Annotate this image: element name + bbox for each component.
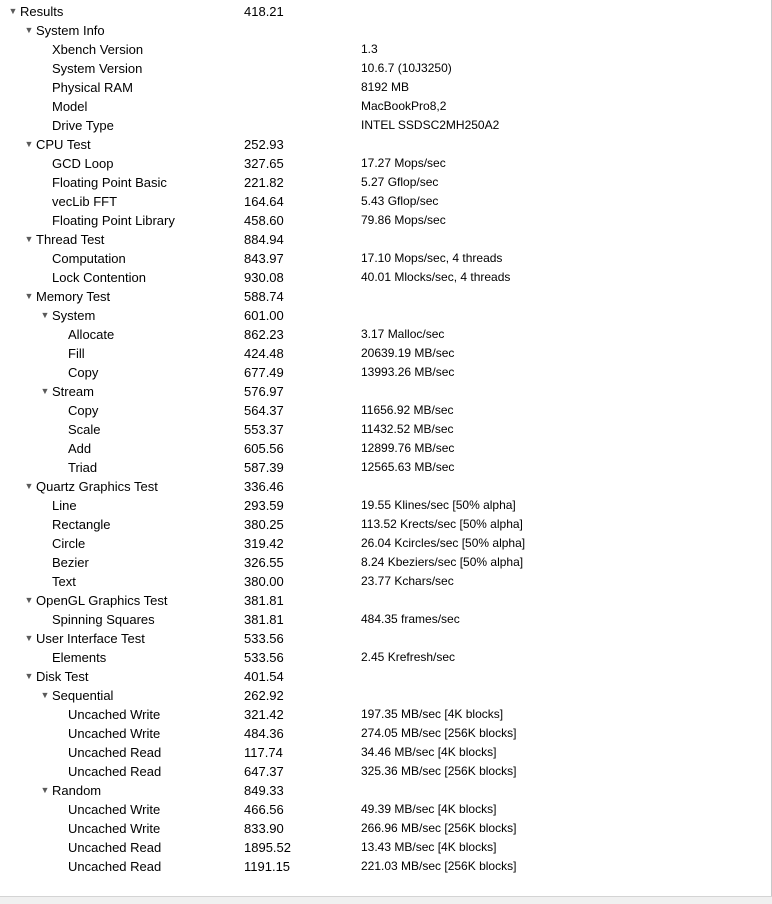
outline-row[interactable] (0, 667, 770, 686)
row-detail: 266.96 MB/sec [256K blocks] (361, 821, 517, 835)
disclosure-triangle-expanded-icon[interactable]: ▼ (24, 25, 34, 35)
row-score: 164.64 (244, 194, 284, 209)
disclosure-triangle-expanded-icon[interactable]: ▼ (24, 671, 34, 681)
row-score: 884.94 (244, 232, 284, 247)
row-label: Uncached Write (68, 802, 161, 817)
row-score: 381.81 (244, 593, 284, 608)
row-score: 605.56 (244, 441, 284, 456)
disclosure-triangle-expanded-icon[interactable]: ▼ (40, 690, 50, 700)
row-label: Elements (52, 650, 107, 665)
outline-row[interactable] (0, 743, 770, 762)
row-detail: 221.03 MB/sec [256K blocks] (361, 859, 517, 873)
row-score: 380.00 (244, 574, 284, 589)
row-score: 319.42 (244, 536, 284, 551)
outline-row[interactable] (0, 211, 770, 230)
row-label: Thread Test (36, 232, 105, 247)
row-score: 262.92 (244, 688, 284, 703)
row-detail: 11432.52 MB/sec (361, 422, 454, 436)
row-label: CPU Test (36, 137, 91, 152)
row-detail: 12565.63 MB/sec (361, 460, 455, 474)
row-label: Sequential (52, 688, 114, 703)
row-detail: INTEL SSDSC2MH250A2 (361, 118, 500, 132)
row-detail: 17.27 Mops/sec (361, 156, 446, 170)
disclosure-triangle-expanded-icon[interactable]: ▼ (24, 633, 34, 643)
row-detail: 49.39 MB/sec [4K blocks] (361, 802, 497, 816)
outline-row[interactable] (0, 192, 770, 211)
disclosure-triangle-expanded-icon[interactable]: ▼ (24, 481, 34, 491)
row-detail: 12899.76 MB/sec (361, 441, 455, 455)
row-score: 336.46 (244, 479, 284, 494)
outline-row[interactable] (0, 135, 770, 154)
row-label: Computation (52, 251, 126, 266)
row-detail: 79.86 Mops/sec (361, 213, 446, 227)
row-detail: 10.6.7 (10J3250) (361, 61, 452, 75)
outline-row[interactable] (0, 724, 770, 743)
outline-row[interactable] (0, 553, 770, 572)
outline-row[interactable] (0, 382, 770, 401)
row-label: Stream (52, 384, 94, 399)
outline-row[interactable] (0, 249, 770, 268)
disclosure-triangle-expanded-icon[interactable]: ▼ (40, 310, 50, 320)
row-score: 252.93 (244, 137, 284, 152)
row-score: 380.25 (244, 517, 284, 532)
outline-row[interactable] (0, 21, 770, 40)
outline-row[interactable] (0, 287, 770, 306)
row-score: 117.74 (244, 745, 283, 760)
row-score: 466.56 (244, 802, 284, 817)
row-label: Floating Point Library (52, 213, 175, 228)
row-detail: 17.10 Mops/sec, 4 threads (361, 251, 503, 265)
row-score: 424.48 (244, 346, 284, 361)
outline-row[interactable] (0, 838, 770, 857)
row-detail: 1.3 (361, 42, 378, 56)
row-detail: 3.17 Malloc/sec (361, 327, 445, 341)
outline-row[interactable] (0, 781, 770, 800)
row-score: 553.37 (244, 422, 284, 437)
outline-row[interactable] (0, 116, 770, 135)
row-label: Text (52, 574, 76, 589)
row-detail: MacBookPro8,2 (361, 99, 447, 113)
row-label: OpenGL Graphics Test (36, 593, 168, 608)
row-label: Triad (68, 460, 98, 475)
row-score: 321.42 (244, 707, 284, 722)
row-score: 484.36 (244, 726, 284, 741)
row-score: 930.08 (244, 270, 284, 285)
outline-row[interactable] (0, 268, 770, 287)
row-score: 293.59 (244, 498, 284, 513)
row-detail: 5.27 Gflop/sec (361, 175, 439, 189)
row-label: User Interface Test (36, 631, 145, 646)
row-detail: 13993.26 MB/sec (361, 365, 455, 379)
outline-row[interactable] (0, 59, 770, 78)
outline-row[interactable] (0, 800, 770, 819)
row-detail: 11656.92 MB/sec (361, 403, 454, 417)
outline-row[interactable] (0, 420, 770, 439)
outline-row[interactable] (0, 344, 770, 363)
row-score: 677.49 (244, 365, 284, 380)
row-detail: 40.01 Mlocks/sec, 4 threads (361, 270, 511, 284)
row-label: Floating Point Basic (52, 175, 167, 190)
row-detail: 34.46 MB/sec [4K blocks] (361, 745, 497, 759)
row-detail: 20639.19 MB/sec (361, 346, 455, 360)
row-score: 1895.52 (244, 840, 291, 855)
row-score: 587.39 (244, 460, 284, 475)
outline-row[interactable] (0, 705, 770, 724)
row-detail: 23.77 Kchars/sec (361, 574, 454, 588)
row-label: System Version (52, 61, 143, 76)
outline-row[interactable] (0, 173, 770, 192)
outline-row[interactable] (0, 819, 770, 838)
row-detail: 8192 MB (361, 80, 410, 94)
row-label: Drive Type (52, 118, 114, 133)
outline-row[interactable] (0, 572, 770, 591)
row-label: Physical RAM (52, 80, 133, 95)
disclosure-triangle-expanded-icon[interactable]: ▼ (24, 291, 34, 301)
row-label: Spinning Squares (52, 612, 155, 627)
row-label: Allocate (68, 327, 115, 342)
outline-row[interactable] (0, 154, 770, 173)
row-label: Uncached Write (68, 821, 161, 836)
outline-row[interactable] (0, 762, 770, 781)
outline-row[interactable] (0, 97, 770, 116)
outline-row[interactable] (0, 458, 770, 477)
row-label: Rectangle (52, 517, 111, 532)
row-label: Uncached Read (68, 859, 162, 874)
results-rows (0, 2, 770, 876)
row-detail: 13.43 MB/sec [4K blocks] (361, 840, 497, 854)
outline-row[interactable] (0, 363, 770, 382)
row-label: Lock Contention (52, 270, 146, 285)
row-score: 576.97 (244, 384, 284, 399)
row-score: 843.97 (244, 251, 284, 266)
row-detail: 26.04 Kcircles/sec [50% alpha] (361, 536, 526, 550)
row-score: 381.81 (244, 612, 284, 627)
row-score: 564.37 (244, 403, 284, 418)
row-label: Copy (68, 403, 99, 418)
row-score: 326.55 (244, 555, 284, 570)
row-detail: 2.45 Krefresh/sec (361, 650, 456, 664)
row-score: 533.56 (244, 631, 284, 646)
row-label: Random (52, 783, 102, 798)
row-label: Bezier (52, 555, 89, 570)
row-label: System Info (36, 23, 105, 38)
row-score: 533.56 (244, 650, 284, 665)
outline-row[interactable] (0, 325, 770, 344)
row-score: 1191.15 (244, 859, 291, 874)
disclosure-triangle-expanded-icon[interactable]: ▼ (24, 139, 34, 149)
outline-row[interactable] (0, 496, 770, 515)
row-detail: 274.05 MB/sec [256K blocks] (361, 726, 517, 740)
row-detail: 8.24 Kbeziers/sec [50% alpha] (361, 555, 524, 569)
row-detail: 113.52 Krects/sec [50% alpha] (361, 517, 523, 531)
disclosure-triangle-expanded-icon[interactable]: ▼ (24, 595, 34, 605)
outline-row[interactable] (0, 534, 770, 553)
disclosure-triangle-expanded-icon[interactable]: ▼ (8, 6, 18, 16)
outline-row[interactable] (0, 610, 770, 629)
outline-row[interactable] (0, 629, 770, 648)
row-score: 418.21 (244, 4, 284, 19)
row-label: Quartz Graphics Test (36, 479, 158, 494)
row-label: Uncached Read (68, 840, 162, 855)
row-label: Add (68, 441, 92, 456)
row-label: Disk Test (36, 669, 89, 684)
row-label: Uncached Write (68, 726, 161, 741)
row-label: Uncached Write (68, 707, 161, 722)
outline-row[interactable] (0, 401, 770, 420)
row-label: Copy (68, 365, 99, 380)
outline-row[interactable] (0, 857, 770, 876)
row-detail: 19.55 Klines/sec [50% alpha] (361, 498, 516, 512)
row-label: vecLib FFT (52, 194, 118, 209)
row-score: 327.65 (244, 156, 284, 171)
row-label: Model (52, 99, 88, 114)
row-score: 401.54 (244, 669, 284, 684)
row-score: 601.00 (244, 308, 284, 323)
row-label: Uncached Read (68, 745, 162, 760)
outline-row[interactable] (0, 306, 770, 325)
outline-row[interactable] (0, 40, 770, 59)
outline-row[interactable] (0, 591, 770, 610)
row-label: GCD Loop (52, 156, 114, 171)
disclosure-triangle-expanded-icon[interactable]: ▼ (40, 785, 50, 795)
row-detail: 5.43 Gflop/sec (361, 194, 439, 208)
outline-row[interactable] (0, 439, 770, 458)
row-score: 588.74 (244, 289, 284, 304)
row-score: 862.23 (244, 327, 284, 342)
outline-row[interactable] (0, 515, 770, 534)
row-detail: 197.35 MB/sec [4K blocks] (361, 707, 504, 721)
row-detail: 325.36 MB/sec [256K blocks] (361, 764, 517, 778)
row-score: 458.60 (244, 213, 284, 228)
row-label: Circle (52, 536, 86, 551)
outline-row[interactable] (0, 477, 770, 496)
row-label: Memory Test (36, 289, 111, 304)
outline-row[interactable] (0, 686, 770, 705)
row-label: Uncached Read (68, 764, 162, 779)
outline-row[interactable] (0, 230, 770, 249)
outline-row[interactable] (0, 2, 770, 21)
row-score: 221.82 (244, 175, 284, 190)
outline-row[interactable] (0, 78, 770, 97)
row-score: 647.37 (244, 764, 284, 779)
disclosure-triangle-expanded-icon[interactable]: ▼ (40, 386, 50, 396)
row-label: Fill (68, 346, 85, 361)
row-label: Scale (68, 422, 101, 437)
row-score: 849.33 (244, 783, 284, 798)
row-detail: 484.35 frames/sec (361, 612, 460, 626)
row-label: Xbench Version (52, 42, 144, 57)
row-label: Line (52, 498, 77, 513)
row-label: Results (20, 4, 64, 19)
row-label: System (52, 308, 96, 323)
disclosure-triangle-expanded-icon[interactable]: ▼ (24, 234, 34, 244)
row-score: 833.90 (244, 821, 284, 836)
outline-row[interactable] (0, 648, 770, 667)
